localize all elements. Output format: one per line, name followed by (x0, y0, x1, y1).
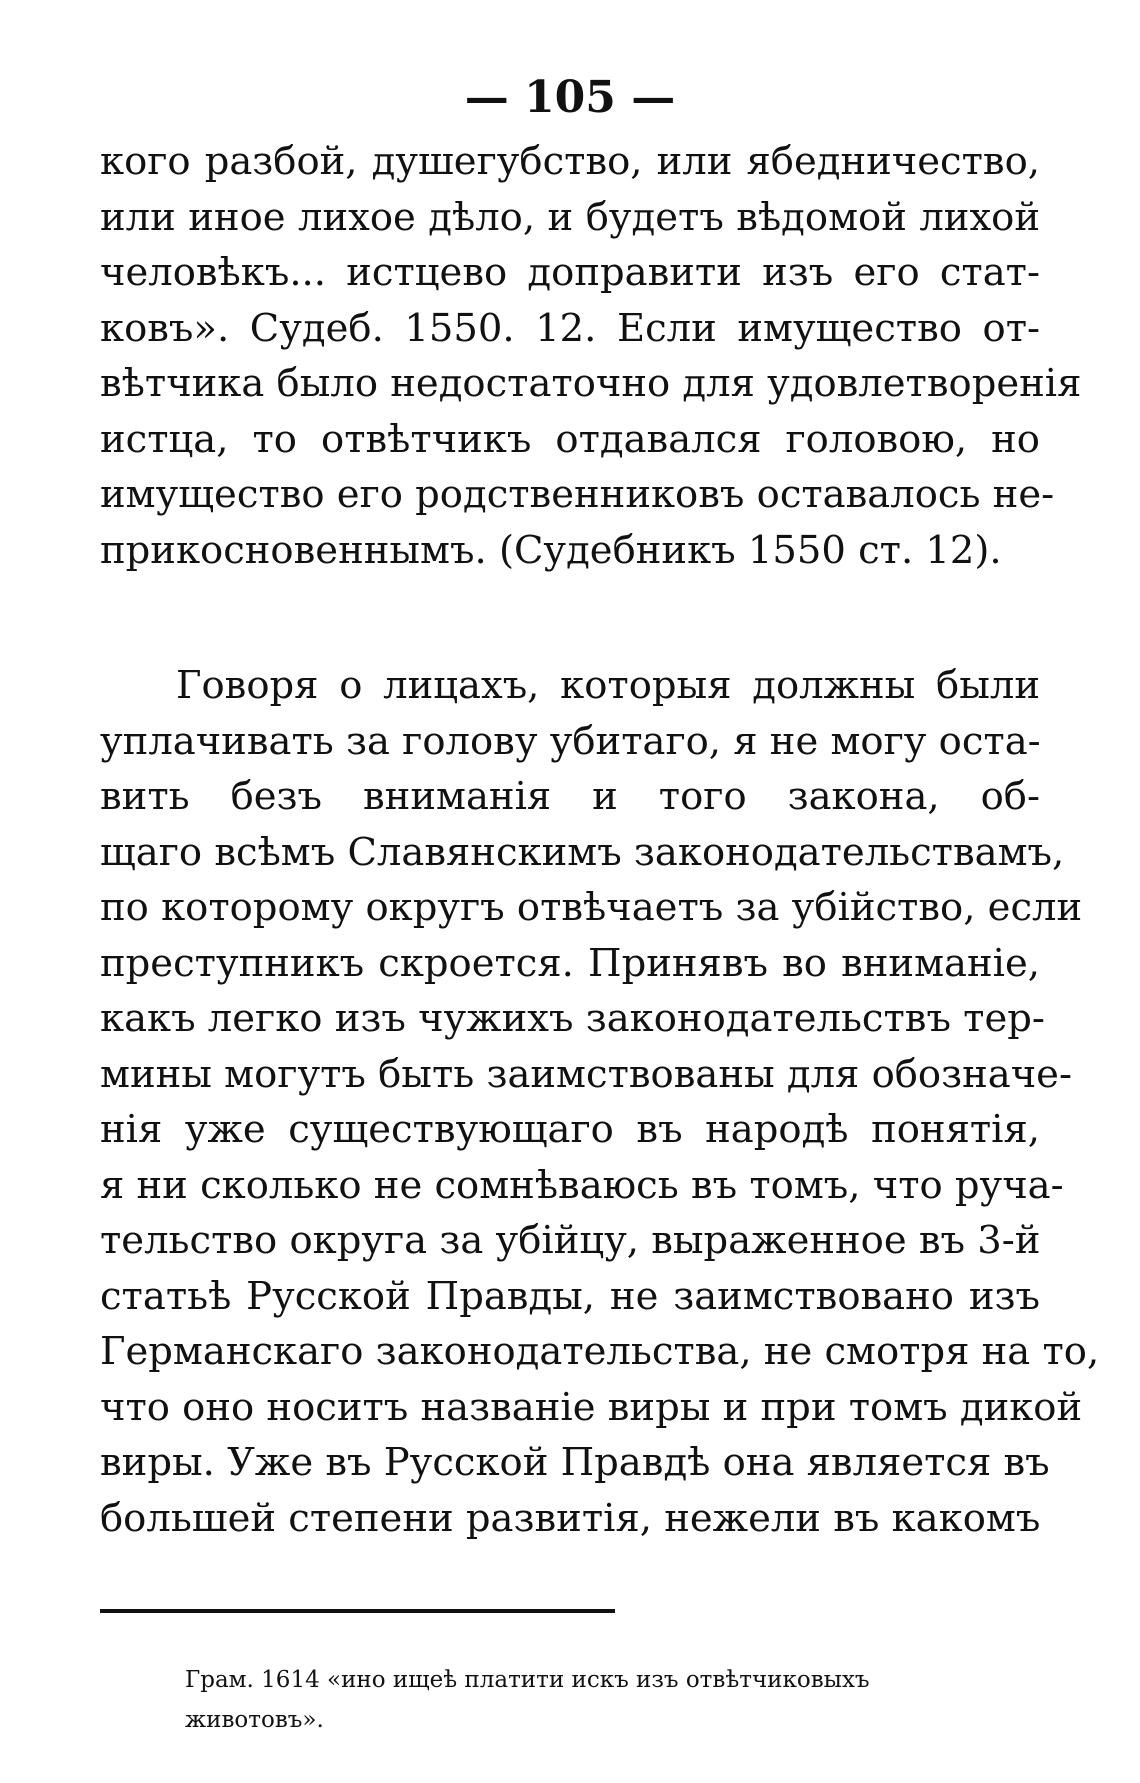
text-line: или иное лихое дѣло, и будетъ вѣдомой лихой (100, 194, 1040, 240)
footnote-line: животовъ». (185, 1707, 324, 1733)
page-number: — 105 — (464, 72, 676, 123)
text-line: тельство округа за убійцу, выраженное въ 3-й (100, 1218, 1041, 1263)
text-line: статьѣ Русской Правды, не заимствовано изъ (100, 1273, 1040, 1319)
paragraph-1 (100, 134, 1082, 578)
text-line: большей степени развитія, нежели въ какомъ (100, 1495, 1041, 1541)
text-line: Говоря о лицахъ, которыя должны были (176, 663, 1040, 708)
text-line: что оно носитъ названіе виры и при томъ дикой (100, 1384, 1083, 1430)
text-line: прикосновеннымъ. (Судебникъ 1550 ст. 12). (100, 527, 1002, 573)
text-line: преступникъ скроется. Принявъ во вниманіе, (100, 940, 1040, 986)
text-line: щаго всѣмъ Славянскимъ законодательствамъ, (100, 829, 1065, 875)
text-line: кого разбой, душегубство, или ябедничество, (100, 139, 1040, 184)
footnote-separator (100, 1609, 615, 1613)
text-line: по которому округъ отвѣчаетъ за убійство, если (100, 885, 1083, 930)
text-line: я ни сколько не сомнѣваюсь въ томъ, что руча- (100, 1162, 1064, 1208)
text-line: вить безъ вниманія и того закона, об- (100, 774, 1040, 819)
text-line: истца, то отвѣтчикъ отдавался головою, но (100, 416, 1040, 462)
text-line: мины могутъ быть заимствованы для обозначе- (100, 1051, 1072, 1097)
text-line: виры. Уже въ Русской Правдѣ она является въ (100, 1440, 1050, 1485)
text-line: вѣтчика было недостаточно для удовлетворенія (100, 361, 1082, 406)
text-line: имущество его родственниковъ оставалось не- (100, 472, 1055, 517)
text-line: нія уже существующаго въ народѣ понятія, (100, 1107, 1040, 1152)
text-line: ковъ». Судеб. 1550. 12. Если имущество от- (100, 305, 1040, 351)
text-line: какъ легко изъ чужихъ законодательствъ тер- (100, 996, 1045, 1041)
text-line: Германскаго законодательства, не смотря на то, (100, 1329, 1100, 1374)
paragraph-2 (100, 658, 1100, 1546)
text-line: человѣкъ... истцево доправити изъ его стат- (100, 250, 1040, 295)
footnote-line: Грам. 1614 «ино ищеѣ платити искъ изъ отвѣтчиковыхъ (185, 1667, 870, 1693)
footnote (185, 1660, 1040, 1740)
text-line: уплачивать за голову убитаго, я не могу оста- (100, 718, 1041, 764)
